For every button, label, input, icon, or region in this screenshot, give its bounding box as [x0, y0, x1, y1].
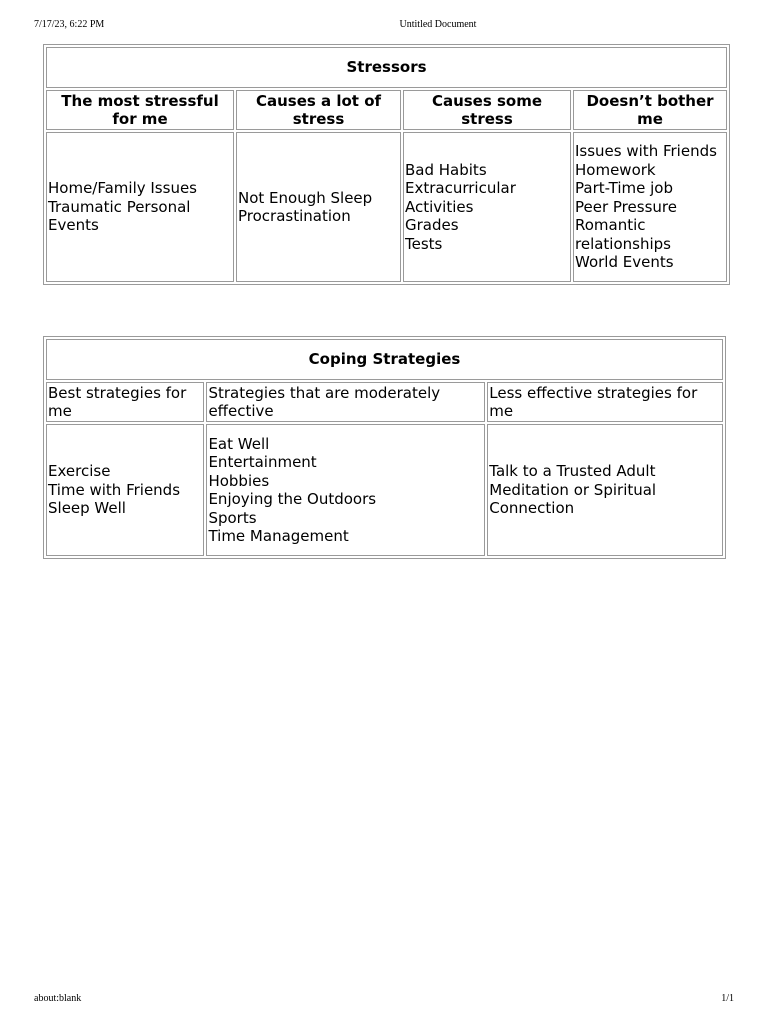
- list-item: Exercise: [48, 462, 111, 481]
- stressors-header-no-bother: Doesn’t bother me: [573, 90, 727, 130]
- print-footer: [0, 993, 768, 1005]
- list-item: Hobbies: [208, 471, 270, 490]
- list-item: Sports: [208, 508, 257, 527]
- list-item: World Events: [575, 253, 674, 272]
- list-item: Part-Time job: [575, 179, 673, 198]
- print-url: about:blank: [34, 993, 82, 1004]
- coping-cell-moderate: [206, 424, 485, 556]
- list-item: Traumatic Personal Events: [48, 197, 191, 235]
- list-item: Extracurricular Activities: [405, 179, 516, 216]
- list-item: Grades: [405, 216, 459, 235]
- coping-cell-best: [46, 424, 204, 556]
- list-item: Procrastination: [238, 207, 351, 225]
- coping-title: Coping Strategies: [46, 339, 723, 380]
- list-item: Homework: [575, 160, 656, 179]
- stressors-header-a-lot: Causes a lot of stress: [236, 90, 401, 130]
- list-item: Time with Friends: [48, 480, 181, 499]
- coping-header-moderate: Strategies that are moderately effective: [206, 382, 485, 422]
- list-item: Peer Pressure: [575, 197, 677, 216]
- list-item: Meditation or Spiritual Connection: [489, 480, 657, 518]
- list-item: Tests: [405, 234, 443, 253]
- list-item: Bad Habits: [405, 160, 487, 179]
- stressors-cell-a-lot: [236, 132, 401, 282]
- stressors-cell-no-bother: [573, 132, 727, 282]
- list-item: Not Enough Sleep: [238, 188, 373, 207]
- stressors-title: Stressors: [46, 47, 727, 88]
- list-item: Entertainment: [208, 453, 317, 471]
- coping-header-best: Best strategies for me: [46, 382, 204, 422]
- list-item: Issues with Friends: [575, 142, 717, 161]
- coping-strategies-table: [43, 336, 726, 559]
- print-datetime: 7/17/23, 6:22 PM: [34, 19, 105, 30]
- list-item: Romantic relationships: [575, 216, 671, 253]
- list-item: Time Management: [208, 527, 349, 545]
- stressors-header-most-stressful: The most stressful for me: [46, 90, 234, 130]
- print-doc-title: Untitled Document: [399, 19, 477, 30]
- print-page-number: 1/1: [721, 993, 734, 1004]
- list-item: Eat Well: [208, 434, 270, 453]
- stressors-header-some: Causes some stress: [403, 90, 571, 130]
- stressors-cell-most-stressful: [46, 132, 234, 282]
- coping-cell-less: [487, 424, 723, 556]
- stressors-cell-some: [403, 132, 571, 282]
- list-item: Home/Family Issues: [48, 179, 197, 198]
- coping-header-less: Less effective strategies for me: [487, 382, 723, 422]
- list-item: Talk to a Trusted Adult: [489, 462, 656, 481]
- stressors-table: [43, 44, 730, 285]
- list-item: Enjoying the Outdoors: [208, 490, 377, 508]
- list-item: Sleep Well: [48, 499, 126, 518]
- print-header: [0, 19, 768, 31]
